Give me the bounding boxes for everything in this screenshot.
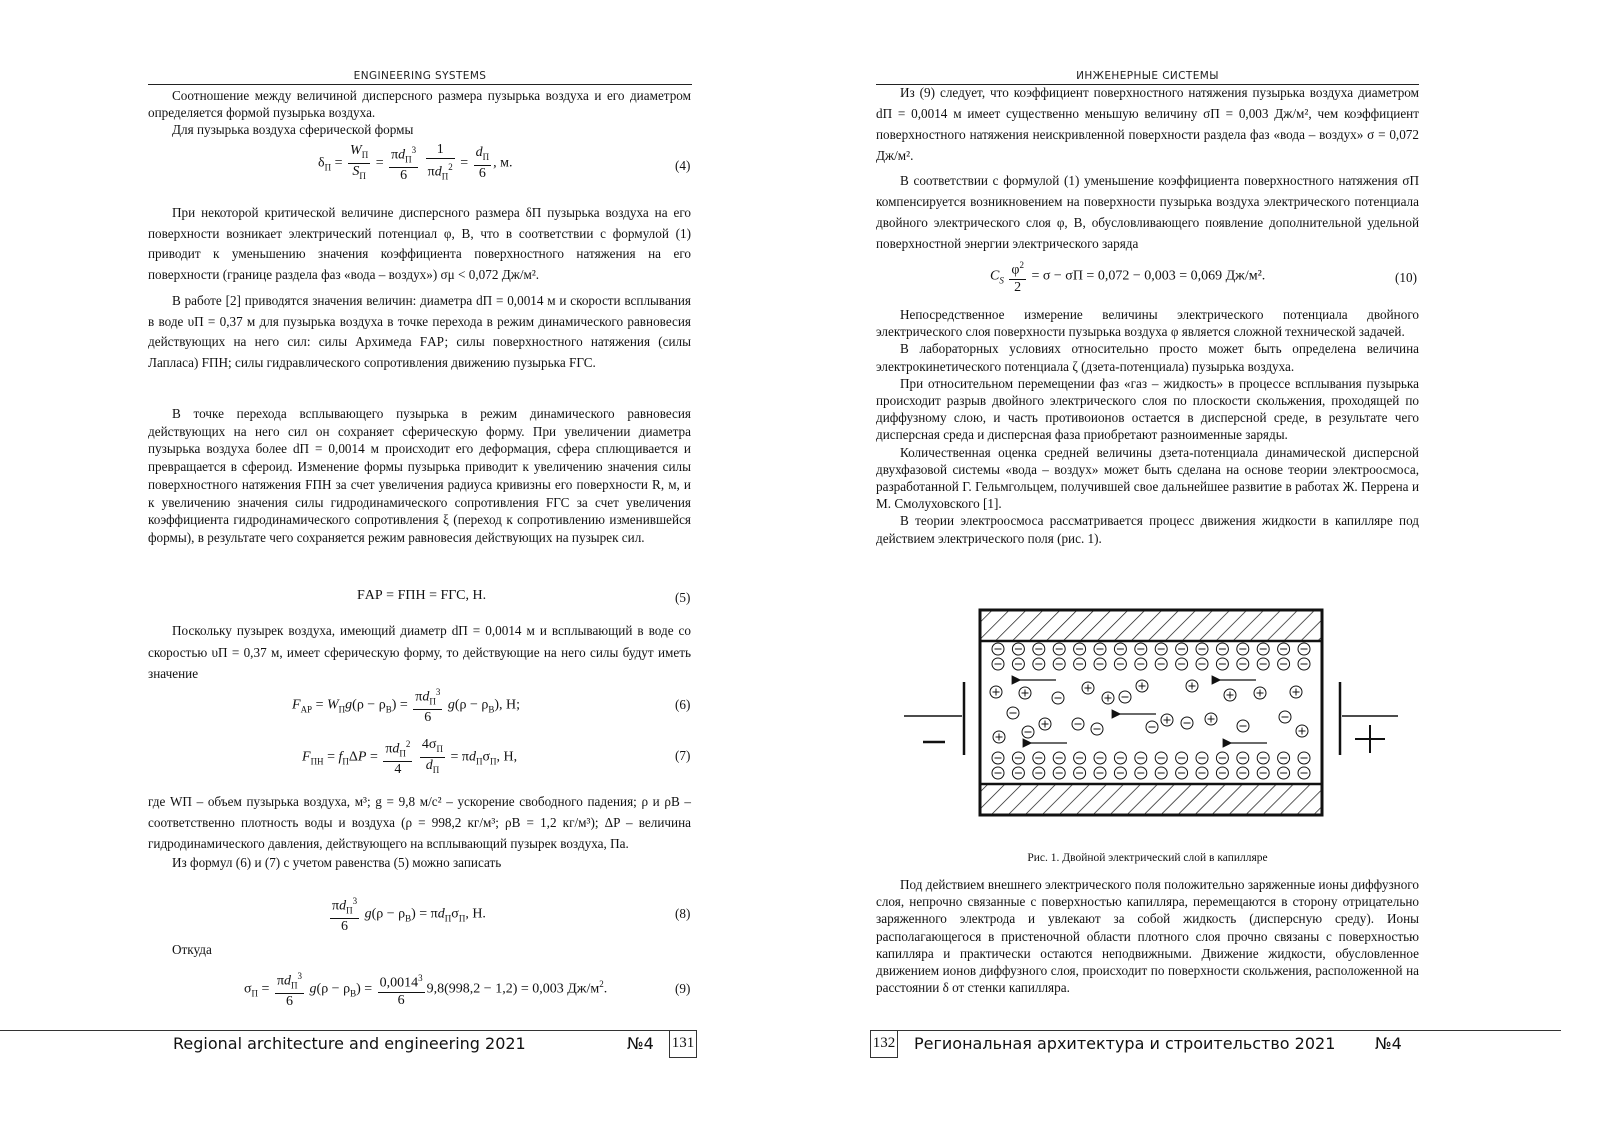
negative-ion-icon bbox=[992, 643, 1004, 655]
negative-ion-icon bbox=[1155, 643, 1167, 655]
negative-ion-icon bbox=[992, 752, 1004, 764]
paragraph: При относительном перемещении фаз «газ – жидкость» в процессе всплывания пузырька происходит разрыв двойного электрического слоя по плоскости скольжения, проходящей по диффузному слою, и часть противоионов остается в дисперсной среде, в результате чего дисперсная среда и дисперсная фаза приобретают разноименные заряды. bbox=[876, 375, 1419, 443]
positive-ion-icon bbox=[1136, 680, 1148, 692]
negative-ion-icon bbox=[1237, 752, 1249, 764]
negative-ion-icon bbox=[1053, 643, 1065, 655]
equation-9: $\sigma_П$ = $\frac{\pi d_П^3}{6}$ $g(\rho - \rho_В)$ = $\frac{0,0014^3}{6}$ 9,8(998,2 − 1,2) = 0,003 $Дж/м^2$. bbox=[244, 968, 607, 1010]
negative-ion-icon bbox=[992, 767, 1004, 779]
equation-6: $F_{АР} = W_Пg(\rho - \rho_В)$ = $\frac{\pi d_П^3}{6}$ $g(\rho - \rho_В)$, Н; bbox=[292, 684, 520, 726]
text-block-1 bbox=[148, 87, 691, 139]
negative-ion-icon bbox=[1278, 767, 1290, 779]
negative-ion-icon bbox=[1216, 658, 1228, 670]
positive-ion-icon bbox=[1102, 692, 1114, 704]
negative-ion-icon bbox=[1196, 767, 1208, 779]
paragraph: В лабораторных условиях относительно просто может быть определена величина электрокинетического потенциала ζ (дзета-потенциала) пузырька воздуха. bbox=[876, 341, 1419, 374]
negative-ion-icon bbox=[1135, 658, 1147, 670]
paragraph: При некоторой критической величине дисперсного размера δП пузырька воздуха на его поверхности возникает электрический потенциал φ, В, что в соответствии с формулой (1) приводит к уменьшению значения коэффициента поверхностного натяжения на его поверхности (границе раздела фаз «вода – воздух») σμ < 0,072 Дж/м². bbox=[148, 205, 691, 282]
page-number: 131 bbox=[669, 1030, 697, 1058]
negative-ion-icon bbox=[1298, 643, 1310, 655]
negative-ion-icon bbox=[1007, 707, 1019, 719]
paragraph: где WП – объем пузырька воздуха, м³; g = 9,8 м/с² – ускорение свободного падения; ρ и ρВ – соответственно плотность воды и воздуха (ρ = 998,2 кг/м³; ρВ = 1,2 кг/м³); ΔP – величина гидродинамического давления, действующего на всплывающий пузырек воздуха, Па. bbox=[148, 794, 691, 851]
negative-ion-icon bbox=[1278, 643, 1290, 655]
text-block-3 bbox=[148, 405, 691, 547]
equation-number: (9) bbox=[675, 981, 691, 996]
positive-ion-icon bbox=[1082, 682, 1094, 694]
text-block-2 bbox=[148, 203, 691, 373]
negative-ion-icon bbox=[1033, 767, 1045, 779]
negative-ion-icon bbox=[1257, 658, 1269, 670]
negative-ion-icon bbox=[1176, 643, 1188, 655]
negative-ion-icon bbox=[1176, 767, 1188, 779]
paragraph: В работе [2] приводятся значения величин: диаметра dП = 0,0014 м и скорости всплывания в воде υП = 0,37 м для пузырька воздуха в точке перехода в режим динамического равновесия действующих на него сил: силы Архимеда FАР; силы поверхностного натяжения (силы Лапласа) FПН; силы гидравлического сопротивления движению пузырька FГС. bbox=[148, 293, 691, 370]
equation-number: (7) bbox=[675, 748, 691, 763]
negative-ion-icon bbox=[1053, 767, 1065, 779]
paragraph: Соотношение между величиной дисперсного размера пузырька воздуха и его диаметром определяется формой пузырька воздуха. bbox=[148, 88, 691, 121]
paragraph: Из (9) следует, что коэффициент поверхностного натяжения пузырька воздуха диаметром dП = 0,0014 м имеет существенно меньшую величину σП = 0,003 Дж/м², чем коэффициент поверхностного натяжения неискривленной поверхности раздела фаз «вода – воздух» σ = 0,072 Дж/м². bbox=[876, 85, 1419, 163]
negative-ion-icon bbox=[1257, 643, 1269, 655]
negative-ion-icon bbox=[1135, 752, 1147, 764]
negative-ion-icon bbox=[1022, 726, 1034, 738]
negative-ion-icon bbox=[1053, 752, 1065, 764]
negative-ion-icon bbox=[992, 658, 1004, 670]
negative-ion-icon bbox=[1033, 643, 1045, 655]
negative-ion-icon bbox=[1196, 752, 1208, 764]
footer-journal-title: Regional architecture and engineering 2021 bbox=[173, 1034, 526, 1053]
negative-ion-icon bbox=[1074, 658, 1086, 670]
equation-7: $F_{ПН} = f_П\Delta P$ = $\frac{\pi d_П^2}{4}$ $\frac{4\sigma_П}{d_П}$ = $\pi d_П\sigma_П$, Н, bbox=[302, 736, 518, 778]
negative-ion-icon bbox=[1196, 643, 1208, 655]
paragraph: В точке перехода всплывающего пузырька в режим динамического равновесия действующих на него сил он сохраняет сферическую форму. При увеличении диаметра пузырька воздуха более dП = 0,0014 м происходит его деформация, сфера сплющивается и превращается в сфероид. Изменение формы пузырька приводит к увеличению значения силы поверхностного натяжения FПН за счет увеличения радиуса кривизны его поверхности R, м, и к увеличению значения силы гидродинамического сопротивления FГС за счет увеличения коэффициента гидродинамического сопротивления ξ (переход к сопротивлению изменившейся формы), в результате чего сохраняется режим равновесия действующих на пузырек сил. bbox=[148, 406, 691, 545]
footer-rule bbox=[0, 1030, 670, 1031]
paragraph: Для пузырька воздуха сферической формы bbox=[172, 122, 414, 138]
negative-ion-icon bbox=[1074, 767, 1086, 779]
negative-ion-icon bbox=[1074, 752, 1086, 764]
negative-ion-icon bbox=[1119, 691, 1131, 703]
equation-10: $C_S$ $\frac{\varphi^2}{2}$ = σ − σП = 0,072 − 0,003 = 0,069 Дж/м². bbox=[990, 257, 1265, 296]
negative-ion-icon bbox=[1052, 692, 1064, 704]
equation-4: $\delta_П$ = $\frac{W_П}{S_П}$ = $\frac{\pi d_П^3}{6}$ $\frac{1}{\pi d_П^2}$ = $\frac{d_П}{6}$ , м. bbox=[318, 142, 513, 184]
negative-ion-icon bbox=[1033, 658, 1045, 670]
positive-ion-icon bbox=[1161, 714, 1173, 726]
paragraph: Из формул (6) и (7) с учетом равенства (5) можно записать bbox=[172, 855, 502, 870]
negative-ion-icon bbox=[1176, 752, 1188, 764]
positive-ion-icon bbox=[1019, 687, 1031, 699]
equation-8: $\frac{\pi d_П^3}{6}$ $g(\rho - \rho_В) = \pi d_П\sigma_П$, Н. bbox=[328, 893, 486, 935]
negative-ion-icon bbox=[1053, 658, 1065, 670]
paragraph: В теории электроосмоса рассматривается процесс движения жидкости в капилляре под действием электрического поля (рис. 1). bbox=[876, 513, 1419, 546]
footer-issue: №4 bbox=[627, 1034, 654, 1053]
negative-ion-icon bbox=[1094, 643, 1106, 655]
negative-ion-icon bbox=[1278, 752, 1290, 764]
bottom-wall bbox=[981, 784, 1321, 814]
negative-ion-icon bbox=[1074, 643, 1086, 655]
negative-ion-icon bbox=[1155, 767, 1167, 779]
negative-ion-icon bbox=[1114, 767, 1126, 779]
negative-ion-icon bbox=[1176, 658, 1188, 670]
positive-ion-icon bbox=[1039, 718, 1051, 730]
header-rule bbox=[148, 84, 692, 85]
top-wall bbox=[981, 611, 1321, 641]
negative-ion-icon bbox=[1155, 658, 1167, 670]
text-block-5 bbox=[148, 791, 691, 871]
paragraph: В соответствии с формулой (1) уменьшение коэффициента поверхностного натяжения σП компенсируется возникновением на поверхности пузырька воздуха электрического потенциала двойного электрического слоя φ, В, обусловливающего появление дополнительной удельной поверхностной энергии электрического заряда bbox=[876, 173, 1419, 251]
equation-number: (6) bbox=[675, 697, 691, 712]
positive-ion-icon bbox=[1290, 686, 1302, 698]
text-block-3 bbox=[876, 876, 1419, 996]
equation-number: (4) bbox=[675, 158, 691, 173]
negative-ion-icon bbox=[1237, 767, 1249, 779]
paragraph: Откуда bbox=[172, 942, 212, 957]
negative-ion-icon bbox=[1216, 752, 1228, 764]
positive-ion-icon bbox=[1186, 680, 1198, 692]
text-block-1 bbox=[876, 82, 1419, 254]
positive-ion-icon bbox=[993, 731, 1005, 743]
negative-ion-icon bbox=[1114, 752, 1126, 764]
negative-ion-icon bbox=[1257, 767, 1269, 779]
page-number: 132 bbox=[870, 1030, 898, 1058]
footer-issue: №4 bbox=[1375, 1034, 1402, 1053]
right-page bbox=[800, 0, 1600, 1132]
positive-ion-icon bbox=[1224, 689, 1236, 701]
paragraph: Количественная оценка средней величины дзета-потенциала динамической дисперсной двухфазовой системы «вода – воздух» может быть сделана на основе теории электроосмоса, разработанной Г. Гельмгольцем, получившей свое дальнейшее развитие в работах Ж. Перрена и М. Смолуховского [1]. bbox=[876, 444, 1419, 512]
equation-number: (5) bbox=[675, 590, 691, 605]
paragraph: Непосредственное измерение величины электрического потенциала двойного электрического слоя поверхности пузырька воздуха φ является сложной технической задачей. bbox=[876, 307, 1419, 340]
figure-caption: Рис. 1. Двойной электрический слой в капилляре bbox=[1027, 852, 1268, 864]
equation-number: (8) bbox=[675, 906, 691, 921]
negative-ion-icon bbox=[1012, 767, 1024, 779]
double-layer-diagram bbox=[900, 600, 1510, 830]
paragraph: Под действием внешнего электрического поля положительно заряженные ионы диффузного слоя, непрочно связанные с поверхностью капилляра, перемещаются в сторону отрицательно заряженного электрода и увлекают за собой жидкость (дисперсную среду). Ионы располагающегося в пристеночной области плотного слоя прочно связаны с поверхностью капилляра и практически остаются неподвижными. Движение жидкости, обусловленное движением ионов диффузного слоя, происходит по поверхности скольжения, расположенной на расстоянии δ от стенки капилляра. bbox=[876, 877, 1419, 996]
negative-ion-icon bbox=[1012, 752, 1024, 764]
negative-ion-icon bbox=[1298, 767, 1310, 779]
negative-ion-icon bbox=[1298, 752, 1310, 764]
footer-journal-title: Региональная архитектура и строительство 2021 bbox=[914, 1034, 1336, 1053]
footer-rule bbox=[896, 1030, 1561, 1031]
text-block-2 bbox=[876, 306, 1419, 547]
negative-ion-icon bbox=[1033, 752, 1045, 764]
negative-ion-icon bbox=[1279, 711, 1291, 723]
negative-ion-icon bbox=[1278, 658, 1290, 670]
equation-5: FАР = FПН = FГС, Н. bbox=[357, 588, 487, 603]
negative-ion-icon bbox=[1181, 717, 1193, 729]
negative-ion-icon bbox=[1298, 658, 1310, 670]
negative-ion-icon bbox=[1216, 767, 1228, 779]
negative-ion-icon bbox=[1114, 643, 1126, 655]
negative-ion-icon bbox=[1012, 658, 1024, 670]
text-block-6 bbox=[148, 941, 691, 958]
negative-ion-icon bbox=[1135, 643, 1147, 655]
paragraph: Поскольку пузырек воздуха, имеющий диаметр dП = 0,0014 м и всплывающий в воде со скоростью υП = 0,37 м, имеет сферическую форму, то действующие на него силы будут иметь значение bbox=[148, 623, 691, 681]
positive-ion-icon bbox=[1296, 725, 1308, 737]
negative-ion-icon bbox=[1155, 752, 1167, 764]
negative-ion-icon bbox=[1237, 720, 1249, 732]
negative-ion-icon bbox=[1216, 643, 1228, 655]
equation-number: (10) bbox=[1395, 270, 1417, 285]
running-head: ИНЖЕНЕРНЫЕ СИСТЕМЫ bbox=[1076, 70, 1219, 82]
negative-ion-icon bbox=[1135, 767, 1147, 779]
text-block-4 bbox=[148, 620, 691, 685]
negative-ion-icon bbox=[1114, 658, 1126, 670]
negative-ion-icon bbox=[1012, 643, 1024, 655]
negative-ion-icon bbox=[1237, 643, 1249, 655]
running-head: ENGINEERING SYSTEMS bbox=[353, 70, 487, 82]
negative-ion-icon bbox=[1094, 767, 1106, 779]
negative-ion-icon bbox=[1094, 658, 1106, 670]
positive-ion-icon bbox=[1254, 687, 1266, 699]
negative-ion-icon bbox=[1094, 752, 1106, 764]
negative-ion-icon bbox=[1091, 723, 1103, 735]
negative-ion-icon bbox=[1196, 658, 1208, 670]
negative-ion-icon bbox=[1072, 718, 1084, 730]
negative-ion-icon bbox=[1257, 752, 1269, 764]
negative-ion-icon bbox=[1237, 658, 1249, 670]
negative-ion-icon bbox=[1146, 721, 1158, 733]
positive-ion-icon bbox=[1205, 713, 1217, 725]
positive-ion-icon bbox=[990, 686, 1002, 698]
